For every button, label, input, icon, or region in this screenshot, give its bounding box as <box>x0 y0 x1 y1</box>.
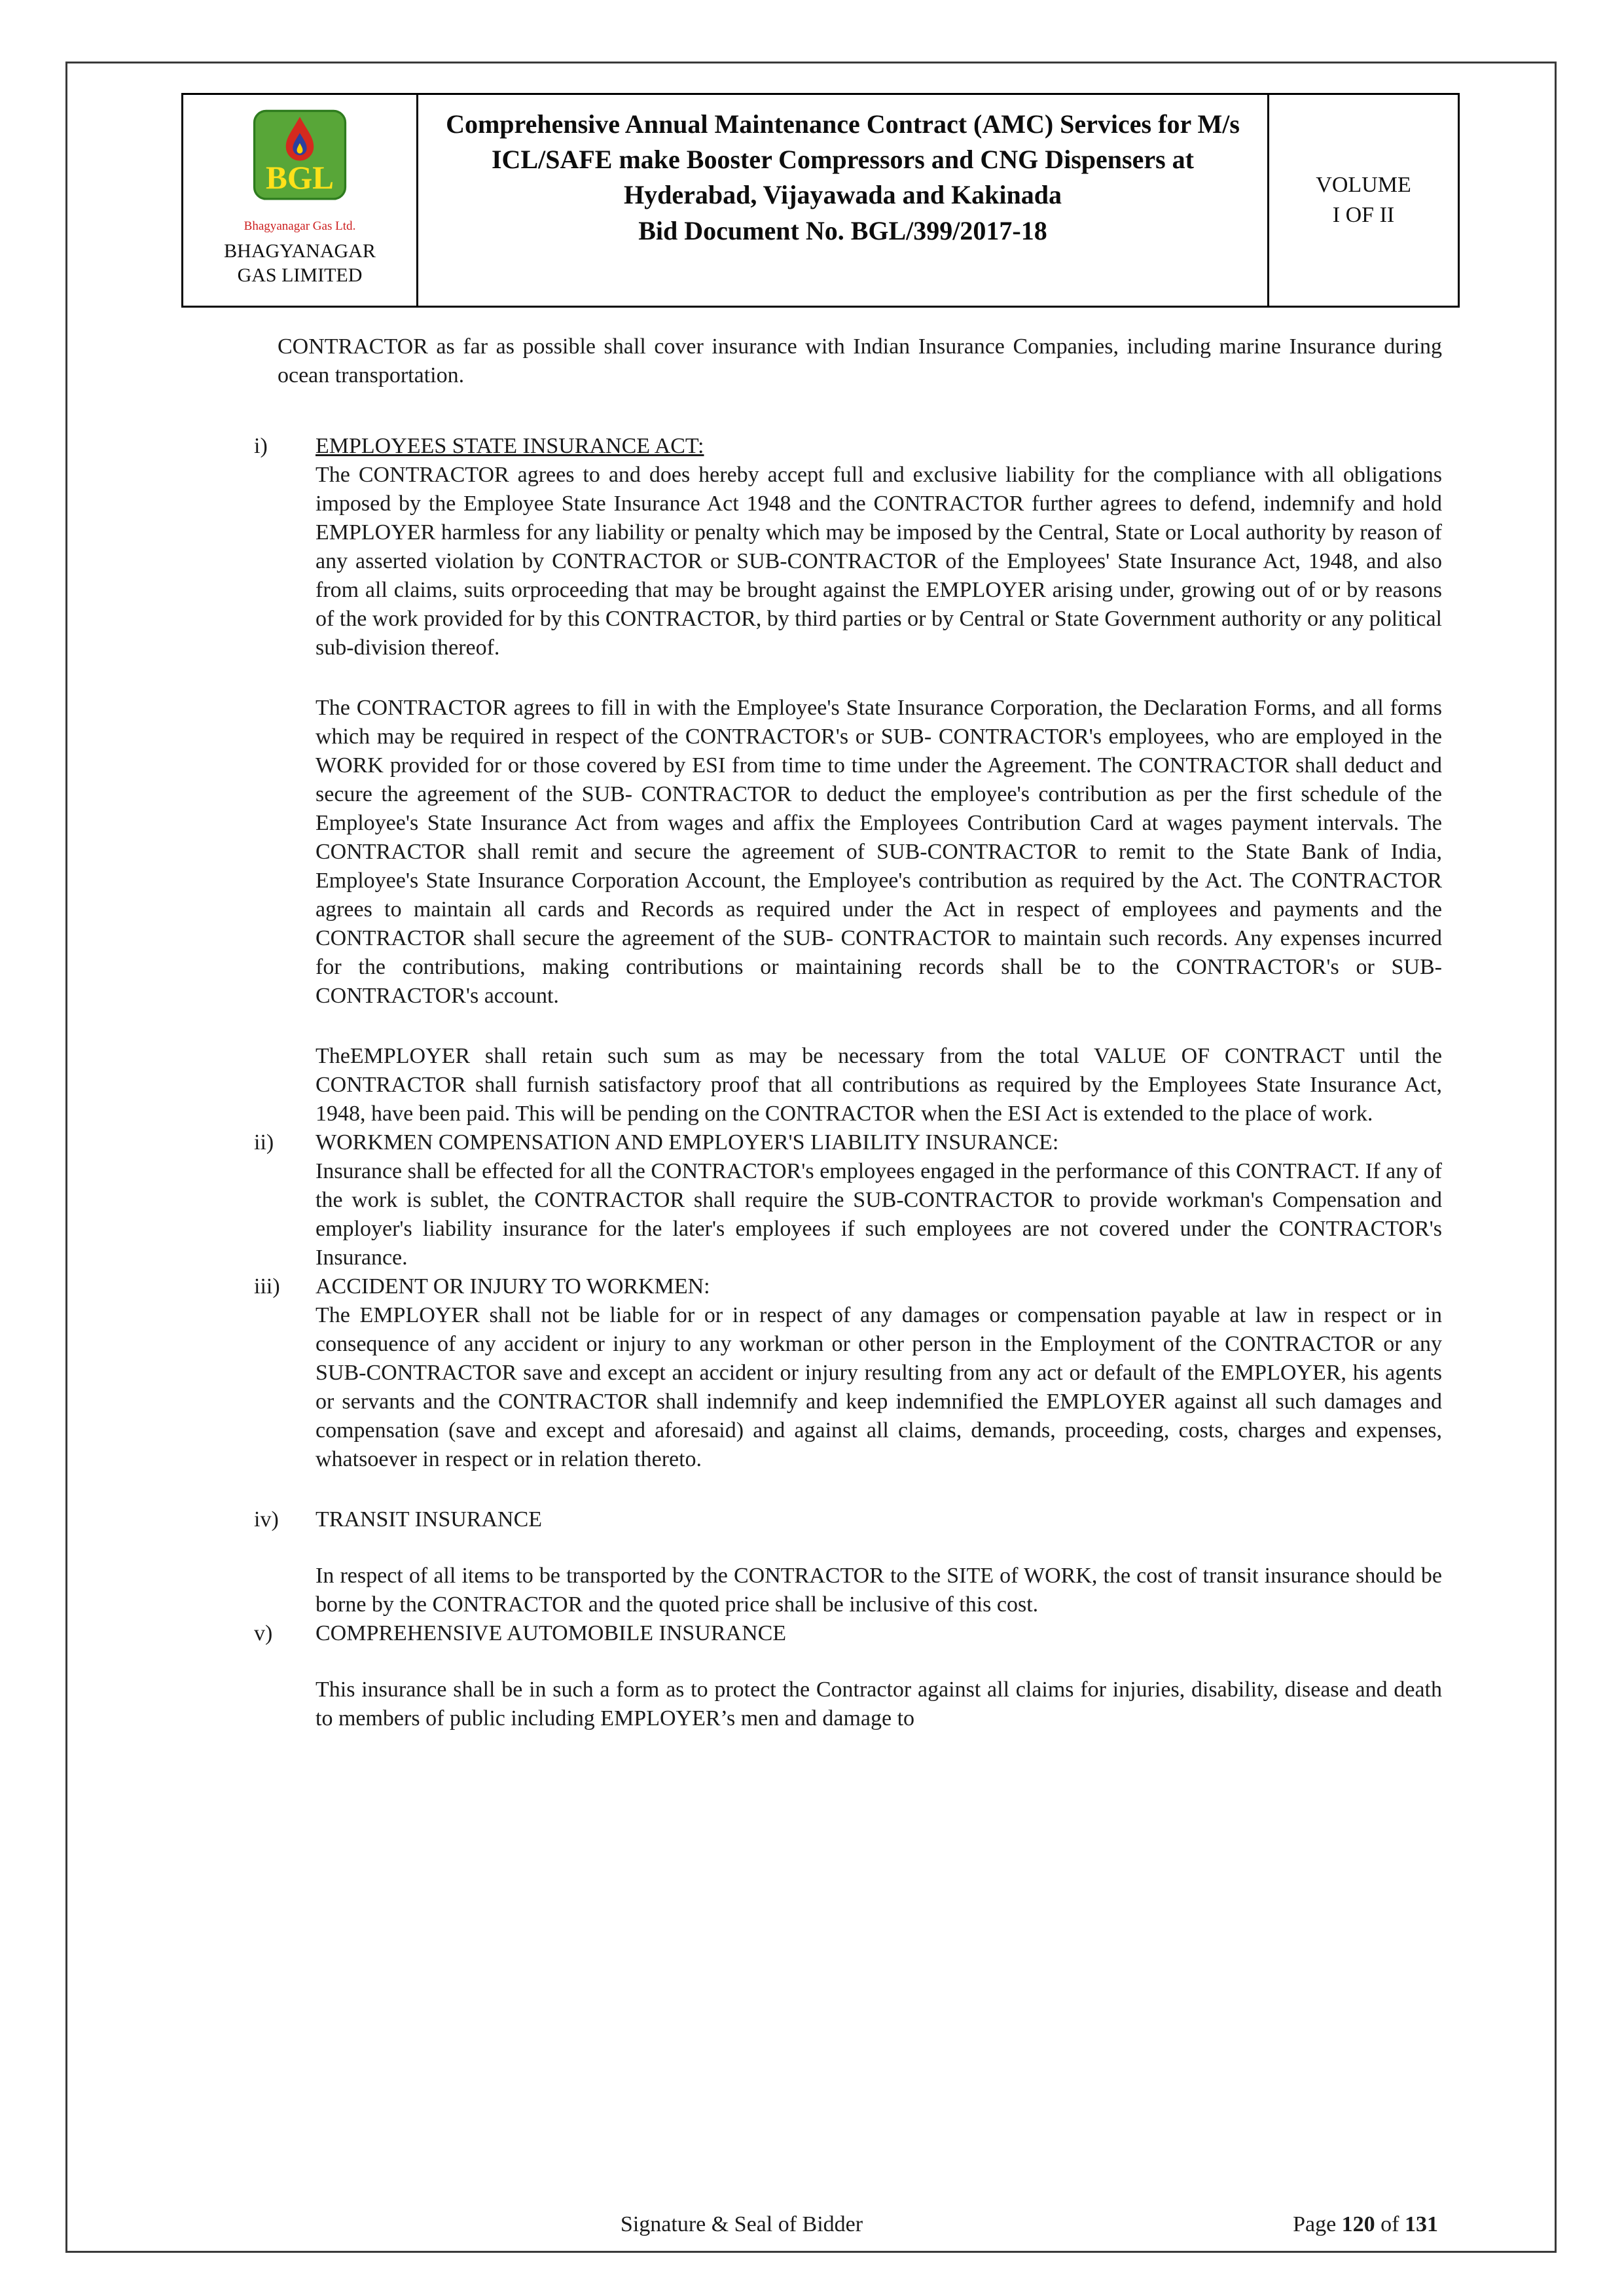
section-label: ii) <box>254 1130 274 1155</box>
company-name-line2: GAS LIMITED <box>237 264 363 286</box>
section-transit-insurance <box>245 1505 1442 1619</box>
section-comprehensive-automobile-insurance <box>245 1619 1442 1733</box>
company-name-line1: BHAGYANAGAR <box>224 240 376 262</box>
paragraph: In respect of all items to be transported by the CONTRACTOR to the SITE of WORK, the cost of transit insurance should be borne by the CONTRACTOR and the quoted price shall be inclusive of this cost. <box>316 1564 1442 1617</box>
paragraph: This insurance shall be in such a form as to protect the Contractor against all claims for injuries, disability, disease and death to members of public including EMPLOYER’s men and damage to <box>316 1677 1442 1731</box>
section-accident-or-injury <box>245 1272 1442 1505</box>
document-body <box>245 332 1442 1733</box>
section-heading: ACCIDENT OR INJURY TO WORKMEN: <box>316 1274 710 1299</box>
paragraph: Insurance shall be effected for all the CONTRACTOR's employees engaged in the performance of this CONTRACT. If any of the work is sublet, the CONTRACTOR shall require the SUB-CONTRACTOR to provide workman's Compensation and employer's liability insurance for the later's employees if such employees are not covered under the CONTRACTOR's Insurance. <box>316 1159 1442 1270</box>
bid-document-number: Bid Document No. BGL/399/2017-18 <box>638 216 1047 245</box>
section-label: i) <box>254 434 268 458</box>
section-heading: COMPREHENSIVE AUTOMOBILE INSURANCE <box>316 1621 787 1645</box>
section-employees-state-insurance-act <box>245 432 1442 1128</box>
section-heading: WORKMEN COMPENSATION AND EMPLOYER'S LIABILITY INSURANCE: <box>316 1130 1059 1155</box>
company-name <box>224 239 376 287</box>
section-label: iv) <box>254 1507 279 1532</box>
paragraph: TheEMPLOYER shall retain such sum as may be necessary from the total VALUE OF CONTRACT until the CONTRACTOR shall furnish satisfactory proof that all contributions as required by the Employees State Insurance Act, 1948, have been paid. This will be pending on the CONTRACTOR when the ESI Act is extended to the place of work. <box>316 1044 1442 1126</box>
paragraph: The EMPLOYER shall not be liable for or in respect of any damages or compensation payable at law in respect or in consequence of any accident or injury to any workman or other person in the Employment of the CONTRACTOR or any SUB-CONTRACTOR save and except an accident or injury resulting from any act or default of the EMPLOYER, his agents or servants and the CONTRACTOR shall indemnify and keep indemnified the EMPLOYER against all such damages and compensation (save and except and aforesaid) and against all claims, demands, proceeding, costs, charges and expenses, whatsoever in respect or in relation thereto. <box>316 1303 1442 1471</box>
header-table <box>181 93 1460 308</box>
section-heading: EMPLOYEES STATE INSURANCE ACT: <box>316 434 704 458</box>
section-heading: TRANSIT INSURANCE <box>316 1507 543 1532</box>
volume-label-line1: VOLUME <box>1316 173 1411 197</box>
section-label: v) <box>254 1621 273 1645</box>
bgl-logo-icon <box>241 108 359 236</box>
page-label: Page <box>1293 2212 1337 2236</box>
logo-subtext-text: Bhagyanagar Gas Ltd. <box>244 219 356 233</box>
section-workmen-compensation <box>245 1128 1442 1272</box>
intro-paragraph: CONTRACTOR as far as possible shall cover insurance with Indian Insurance Companies, including marine Insurance during ocean transportation. <box>278 334 1442 387</box>
paragraph: The CONTRACTOR agrees to and does hereby accept full and exclusive liability for the compliance with all obligations imposed by the Employee State Insurance Act 1948 and the CONTRACTOR further agrees to defend, indemnify and hold EMPLOYER harmless for any liability or penalty which may be imposed by the Central, State or Local authority by reason of any asserted violation by CONTRACTOR or SUB-CONTRACTOR of the Employees' State Insurance Act, 1948, and also from all claims, suits orproceeding that may be brought against the EMPLOYER arising under, growing out of or by reasons of the work provided for by this CONTRACTOR, by third parties or by Central or State Government authority or any political sub-division thereof. <box>316 463 1442 660</box>
logo-cell <box>183 95 416 306</box>
logo-acronym-text: BGL <box>265 160 334 196</box>
document-title: Comprehensive Annual Maintenance Contract (AMC) Services for M/s ICL/SAFE make Booster Compressors and CNG Dispensers at Hyderabad, Vijayawada and Kakinada <box>446 109 1240 209</box>
page-number-total: 131 <box>1405 2212 1438 2236</box>
page-border <box>65 62 1557 2253</box>
page-of-label: of <box>1380 2212 1399 2236</box>
paragraph: The CONTRACTOR agrees to fill in with the Employee's State Insurance Corporation, the Declaration Forms, and all forms which may be required in respect of the CONTRACTOR's or SUB- CONTRACTOR's employees, who are employed in the WORK provided for or those covered by ESI from time to time under the Agreement. The CONTRACTOR shall deduct and secure the agreement of the SUB- CONTRACTOR to deduct the employee's contribution as per the first schedule of the Employee's State Insurance Act from wages and affix the Employees Contribution Card at wages payment intervals. The CONTRACTOR shall remit and secure the agreement of SUB-CONTRACTOR to remit to the State Bank of India, Employee's State Insurance Corporation Account, the Employee's contribution as required by the Act. The CONTRACTOR agrees to maintain all cards and Records as required under the Act in respect of employees and payments and the CONTRACTOR shall secure the agreement of the SUB- CONTRACTOR to maintain such records. Any expenses incurred for the contributions, making contributions or maintaining records shall be to the CONTRACTOR's or SUB-CONTRACTOR's account. <box>316 696 1442 1008</box>
volume-cell <box>1269 95 1458 306</box>
page-number-current: 120 <box>1341 2212 1375 2236</box>
footer-signature-label: Signature & Seal of Bidder <box>620 2212 863 2236</box>
title-cell <box>416 95 1269 306</box>
section-label: iii) <box>254 1274 280 1299</box>
footer-page-number <box>1293 2210 1438 2239</box>
volume-label-line2: I OF II <box>1332 203 1395 227</box>
